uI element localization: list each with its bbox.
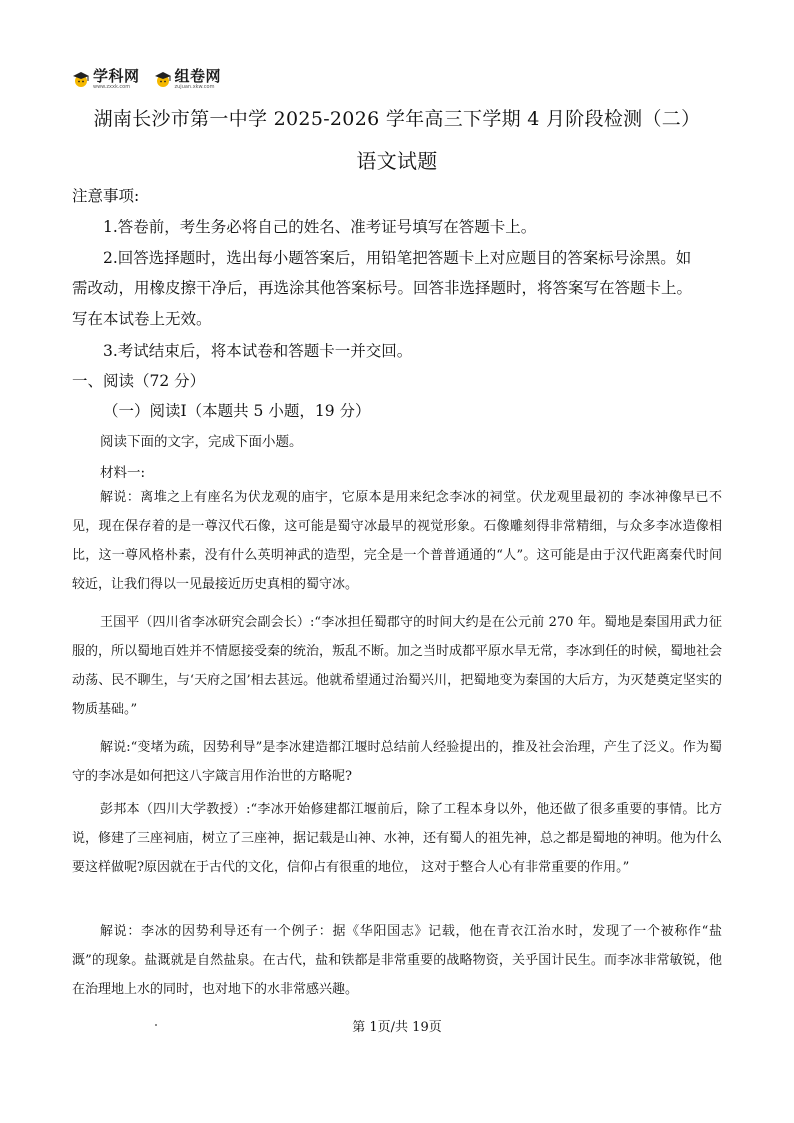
paragraph: 王国平（四川省李冰研究会副会长）:“李冰担任蜀郡守的时间大约是在公元前 270 年。蜀地是秦国用武力征服的，所以蜀地百姓并不情愿接受秦的统治，叛乱不断。加之当时成都平原水旱无常，李冰到任的时候，蜀地社会动荡、民不聊生，与‘天府之国’相去甚远。他就希望通过治蜀兴川，把蜀地变为秦国的大后方，为灭楚奠定坚实的物质基础。” — [72, 615, 723, 717]
material-label: 材料一: — [100, 465, 146, 481]
subsection-heading: （一）阅读Ⅰ（本题共 5 小题，19 分） — [103, 402, 371, 420]
exam-title: 湖南长沙市第一中学 2025-2026 学年高三下学期 4 月阶段检测（二） — [93, 108, 701, 130]
exam-subject: 语文试题 — [356, 149, 438, 173]
logo-name: 组卷网 — [174, 66, 222, 85]
header-logos — [72, 66, 221, 92]
paragraph: 彭邦本（四川大学教授）:“李冰开始修建都江堰前后，除了工程本身以外，他还做了很多重要的事情。比方说，修建了三座祠庙，树立了三座神，据记载是山神、水神，还有蜀人的祖先神，总之都是蜀地的神明。他为什么要这样做呢?原因就在于古代的文化，信仰占有很重的地位， 这对于整合人心有非常重要的作用。” — [72, 802, 723, 875]
page-number: 第 1页/共 19页 — [352, 1020, 442, 1035]
notice-heading: 注意事项: — [72, 187, 140, 205]
notice-item-2-line3: 写在本试卷上无效。 — [72, 310, 212, 328]
paragraph: 解说：离堆之上有座名为伏龙观的庙宇，它原本是用来纪念李冰的祠堂。伏龙观里最初的 李冰神像早已不见，现在保存着的是一尊汉代石像，这可能是蜀守冰最早的视觉形象。石像雕刻得非常精细，与众多李冰造像相比，这一尊风格朴素，没有什么英明神武的造型，完全是一个普普通通的“人”。这可能是由于汉代距离秦代时间较近，让我们得以一见最接近历史真相的蜀守冰。 — [72, 490, 722, 592]
notice-item-2-line2: 需改动，用橡皮擦干净后，再选涂其他答案标号。回答非选择题时，将答案写在答题卡上。 — [72, 279, 693, 297]
logo-zujuanwang — [154, 66, 222, 90]
paragraph: 解说:“变堵为疏，因势利导”是李冰建造都江堰时总结前人经验提出的，推及社会治理，产生了泛义。作为蜀守的李冰是如何把这八字箴言用作治世的方略呢? — [72, 740, 722, 784]
notice-item-2-line1: 2.回答选择题时，选出每小题答案后，用铅笔把答题卡上对应题目的答案标号涂黑。如 — [103, 249, 692, 267]
reading-instruction: 阅读下面的文字，完成下面小题。 — [100, 434, 303, 450]
section-heading: 一、阅读（72 分） — [72, 372, 206, 390]
graduation-cap-icon — [72, 70, 90, 88]
notice-item-3: 3.考试结束后，将本试卷和答题卡一并交回。 — [103, 342, 413, 360]
logo-url: zujuan.xkw.com — [174, 83, 215, 90]
graduation-cap-icon — [154, 70, 172, 88]
logo-name: 学科网 — [93, 66, 140, 85]
notice-item-1: 1.答卷前，考生务必将自己的姓名、准考证号填写在答题卡上。 — [103, 218, 537, 236]
logo-url: www.zxxk.com — [93, 83, 131, 90]
paragraph: 解说：李冰的因势利导还有一个例子：据《华阳国志》记载，他在青衣江治水时，发现了一个被称作“盐溉”的现象。盐溉就是自然盐泉。在古代，盐和铁都是非常重要的战略物资，关乎国计民生。而李冰非常敏锐，他在治理地上水的同时，也对地下的水非常感兴趣。 — [72, 924, 722, 997]
logo-xuekewang — [72, 66, 140, 90]
